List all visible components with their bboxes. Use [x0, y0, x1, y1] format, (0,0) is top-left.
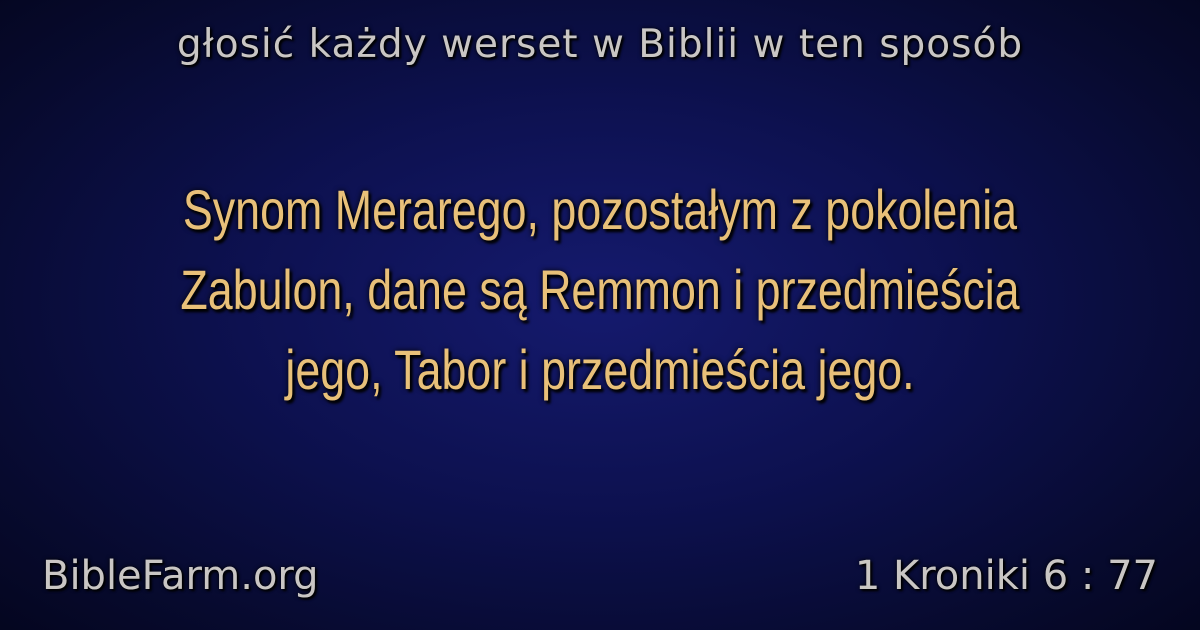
tagline: głosić każdy werset w Biblii w ten sposób: [176, 22, 1024, 67]
verse-line: Zabulon, dane są Remmon i przedmieścia: [180, 258, 1020, 321]
verse-text: [152, 170, 1048, 410]
verse-reference: 1 Kroniki 6 : 77: [854, 553, 1158, 599]
verse-line: jego, Tabor i przedmieścia jego.: [285, 338, 915, 401]
verse-line: Synom Merarego, pozostałym z pokolenia: [182, 178, 1018, 241]
site-name: BibleFarm.org: [42, 553, 319, 599]
